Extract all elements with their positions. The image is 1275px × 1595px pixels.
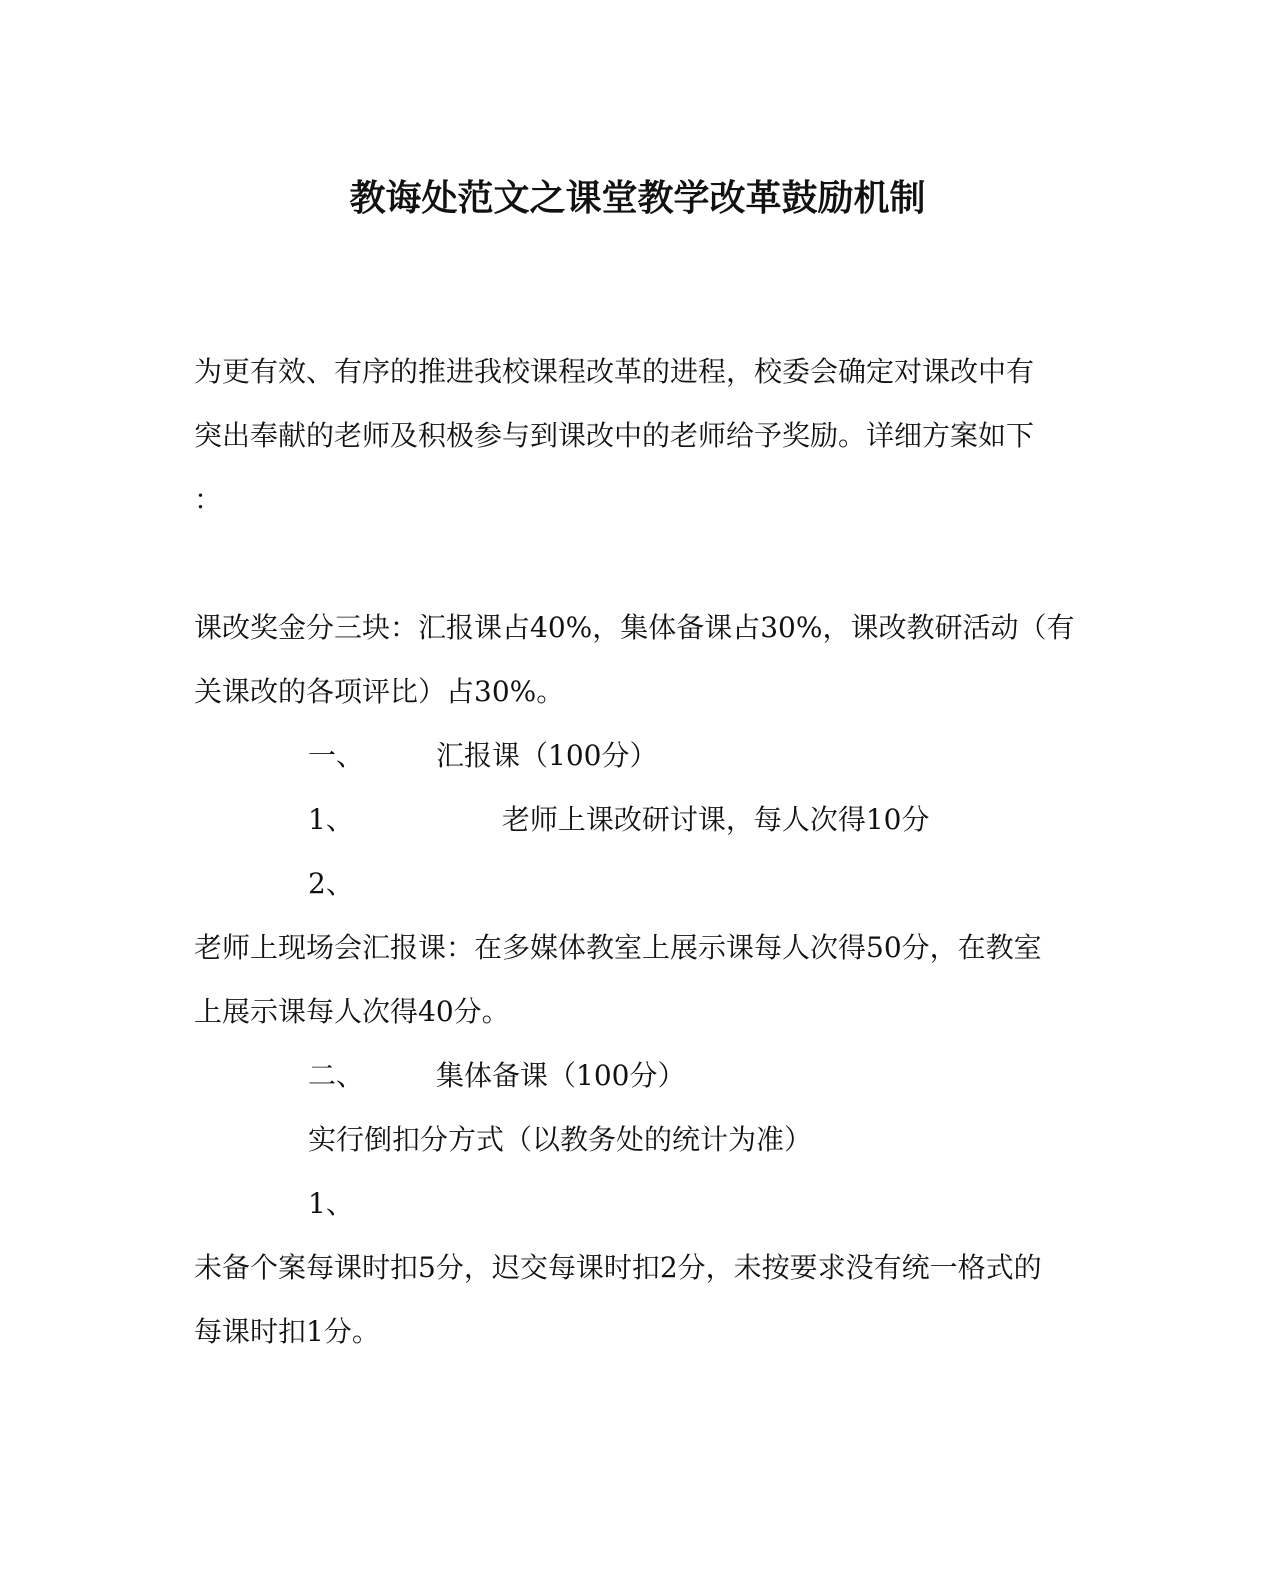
- bonus-line-2: 关课改的各项评比）占30%。: [194, 675, 565, 708]
- section-2-item-1-number: 1、: [308, 1187, 354, 1220]
- section-2-item-1-line-1: 未备个案每课时扣5分，迟交每课时扣2分，未按要求没有统一格式的: [194, 1251, 1042, 1284]
- intro-line-2: 突出奉献的老师及积极参与到课改中的老师给予奖励。详细方案如下: [194, 419, 1035, 452]
- section-2-note: 实行倒扣分方式（以教务处的统计为准）: [308, 1123, 813, 1156]
- section-2-number: 二、: [308, 1059, 365, 1092]
- intro-line-3: ：: [194, 483, 223, 516]
- section-1-item-2-number: 2、: [308, 867, 354, 900]
- section-1-item-1-text: 老师上课改研讨课，每人次得10分: [501, 803, 930, 836]
- intro-line-1: 为更有效、有序的推进我校课程改革的进程，校委会确定对课改中有: [194, 355, 1035, 388]
- section-2-item-1-line-2: 每课时扣1分。: [194, 1315, 380, 1348]
- section-1-item-2-line-2: 上展示课每人次得40分。: [194, 995, 510, 1028]
- section-1-item-1: [308, 800, 929, 840]
- section-1-heading: [308, 736, 657, 776]
- document-title: 教诲处范文之课堂教学改革鼓励机制: [349, 177, 926, 219]
- section-1-title: 汇报课（100分）: [436, 739, 658, 772]
- section-1-item-2-line-1: 老师上现场会汇报课：在多媒体教室上展示课每人次得50分，在教室: [194, 931, 1042, 964]
- section-1-number: 一、: [308, 739, 365, 772]
- bonus-line-1: 课改奖金分三块：汇报课占40%，集体备课占30%，课改教研活动（有: [194, 611, 1075, 644]
- section-2-heading: [308, 1056, 685, 1096]
- section-2-title: 集体备课（100分）: [436, 1059, 686, 1092]
- section-1-item-1-number: 1、: [308, 803, 354, 836]
